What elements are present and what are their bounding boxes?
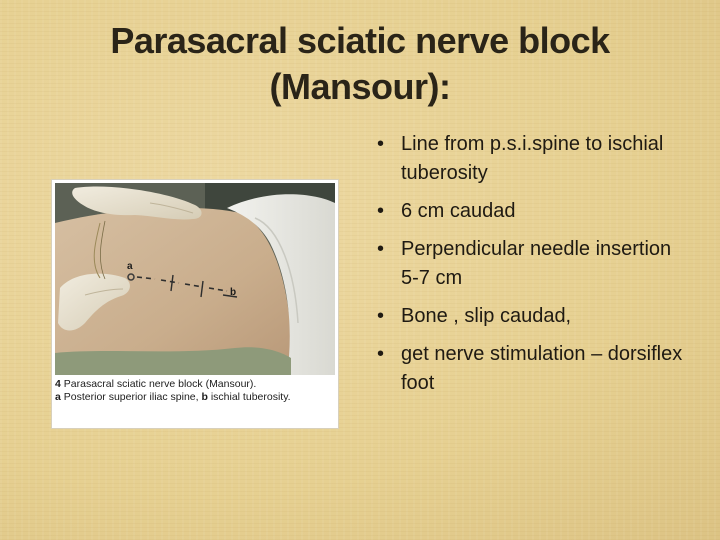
marker-a: a — [127, 261, 133, 272]
bullet-text: Perpendicular needle insertion 5-7 cm — [401, 238, 672, 289]
bullet-item — [368, 130, 688, 188]
bullet-item — [368, 235, 688, 293]
slide-title — [40, 18, 680, 110]
bullet-dot: • — [377, 343, 385, 365]
caption-label-b: b — [201, 391, 208, 403]
bullet-item — [368, 302, 688, 331]
bullet-text: Line from p.s.i.spine to ischial tuberosity — [401, 133, 664, 184]
figure-caption — [55, 378, 335, 404]
caption-title: Parasacral sciatic nerve block (Mansour). — [60, 378, 257, 390]
bullet-text: Bone , slip caudad, — [401, 305, 572, 327]
marker-b: b — [230, 287, 237, 298]
caption-label-a: a — [55, 391, 61, 403]
figure-photo — [55, 183, 335, 375]
caption-number: 4 — [55, 378, 61, 390]
bullet-dot: • — [377, 200, 385, 222]
bullet-dot: • — [377, 133, 385, 155]
slide-title-line-1: Parasacral sciatic nerve block — [110, 20, 610, 61]
bullet-text: 6 cm caudad — [401, 200, 516, 222]
bullet-text: get nerve stimulation – dorsiflex foot — [401, 343, 683, 394]
bullet-dot: • — [377, 305, 385, 327]
slide-title-line-2: (Mansour): — [269, 66, 451, 107]
bullet-list — [368, 130, 688, 407]
bullet-dot: • — [377, 238, 385, 260]
figure — [52, 180, 338, 428]
caption-text-b: ischial tuberosity. — [207, 391, 291, 403]
figure-photo-illustration — [55, 183, 335, 375]
bullet-item — [368, 340, 688, 398]
caption-text-a: Posterior superior iliac spine, — [60, 391, 202, 403]
bullet-item — [368, 197, 688, 226]
